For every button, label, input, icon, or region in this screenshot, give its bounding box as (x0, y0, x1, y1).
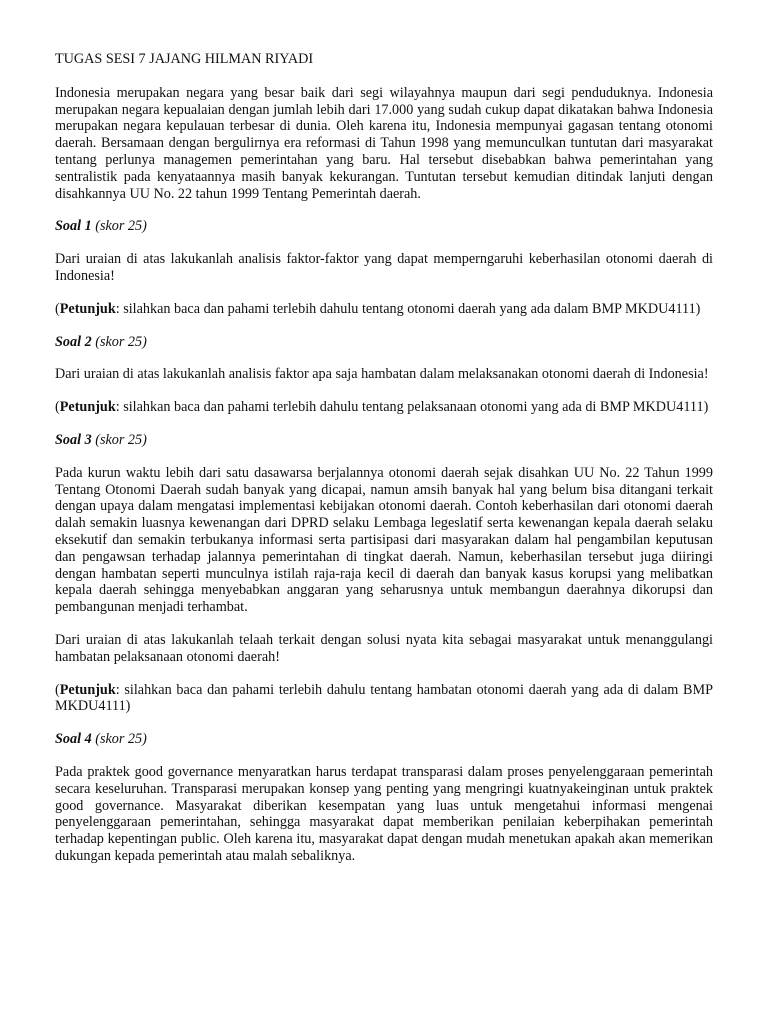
soal-3-hint-text: : silahkan baca dan pahami terlebih dahulu tentang hambatan otonomi daerah yang ada di dalam BMP MKDU4111) (55, 681, 713, 715)
soal-3-score: (skor 25) (95, 431, 147, 448)
soal-1-score: (skor 25) (95, 218, 147, 235)
soal-3-context: Pada kurun waktu lebih dari satu dasawarsa berjalannya otonomi daerah sejak disahkan UU No. 22 Tahun 1999 Tentang Otonomi Daerah sudah banyak yang dicapai, namun amsih banyak hal yang belum bisa ditangani terkait dengan upaya dalam mengatasi implementasi kebijakan otonomi daerah. Contoh keberhasilan dari otonomi daerah dalah semakin luasnya kewenangan dari DPRD selaku Lembaga legeslatif serta kewenangan kepala daerah selaku eksekutif dan semakin terbukanya informasi serta partisipasi dari masyarakan dalam hal pengambilan keputusan dan pengawsan terhadap jalannya pemerintahan di tingkat daerah. Namun, keberhasilan tersebut juga diiringi dengan hambatan seperti munculnya istilah raja-raja kecil di daerah dan banyak kasus korupsi yang melibatkan kepala daerah sehingga menyebabkan anggaran yang seharusnya untuk membangun daerahnya dikorupsi dan pembangunan menjadi terhambat. (55, 464, 713, 616)
soal-1-question: Dari uraian di atas lakukanlah analisis faktor-faktor yang dapat memperngaruhi keberhasilan otonomi daerah di Indonesia! (55, 251, 713, 284)
soal-1-hint-label: Petunjuk (59, 300, 116, 317)
soal-3-hint-open: ( (55, 681, 60, 698)
soal-2-label: Soal 2 (55, 333, 92, 350)
soal-1-hint-text: : silahkan baca dan pahami terlebih dahulu tentang otonomi daerah yang ada dalam BMP MKDU4111) (115, 300, 701, 317)
soal-3-label: Soal 3 (55, 431, 92, 448)
soal-4-label: Soal 4 (55, 731, 92, 748)
soal-2-hint-text: : silahkan baca dan pahami terlebih dahulu tentang pelaksanaan otonomi yang ada di BMP MKDU4111) (115, 399, 709, 416)
soal-1-heading (55, 218, 713, 235)
soal-4-context: Pada praktek good governance menyaratkan harus terdapat transparasi dalam proses penyelenggaraan pemerintah secara keseluruhan. Transparasi merupakan konsep yang penting yang mengringi kuatnyakeinginan untuk praktek good governance. Masyarakat diberikan kesempatan yang luas untuk mengetahui informasi mengenai penyelenggaraan pemerintahan, sehingga masyarakat dapat memberikan penilaian keberpihakan pemerintah terhadap kepentingan public. Oleh karena itu, masyarakat dapat dengan mudah menetukan apakah akan memerikan dukungan kepada pemerintah atau malah sebaliknya. (55, 763, 713, 864)
soal-2-question: Dari uraian di atas lakukanlah analisis faktor apa saja hambatan dalam melaksanakan otonomi daerah di Indonesia! (55, 366, 709, 383)
soal-3-hint (55, 682, 713, 716)
soal-2-hint-label: Petunjuk (59, 399, 116, 416)
intro-paragraph: Indonesia merupakan negara yang besar baik dari segi wilayahnya maupun dari segi penduduknya. Indonesia merupakan negara kepualaian dengan jumlah lebih dari 17.000 yang sudah cukup dapat dikatakan bahwa Indonesia merupakan negara kepulauan terbesar di dunia. Oleh karena itu, Indonesia mempunyai gagasan tentang otonomi daerah. Bersamaan dengan bergulirnya era reformasi di Tahun 1998 yang memunculkan tuntutan dari masyarakat tentang perlunya managemen pemerintahan yang baru. Hal tersebut disebabkan bahwa pemerintahan yang sentralistik pada kenyataannya masih banyak kekurangan. Tuntutan tersebut kemudian ditindak lanjuti dengan disahkannya UU No. 22 tahun 1999 Tentang Pemerintah daerah. (55, 84, 713, 202)
soal-2-score: (skor 25) (95, 333, 147, 350)
soal-3-heading (55, 432, 713, 449)
soal-1-hint (55, 301, 713, 318)
soal-2-hint (55, 399, 713, 416)
soal-1-label: Soal 1 (55, 218, 92, 235)
soal-4-heading (55, 731, 713, 748)
soal-3-hint-label: Petunjuk (59, 681, 116, 698)
soal-3-question: Dari uraian di atas lakukanlah telaah terkait dengan solusi nyata kita sebagai masyarakat untuk menanggulangi hambatan pelaksanaan otonomi daerah! (55, 631, 713, 665)
document-title: TUGAS SESI 7 JAJANG HILMAN RIYADI (55, 51, 314, 67)
soal-1-hint-open: ( (55, 300, 60, 317)
soal-4-score: (skor 25) (95, 731, 147, 748)
soal-2-heading (55, 334, 713, 351)
soal-2-hint-open: ( (55, 399, 60, 416)
